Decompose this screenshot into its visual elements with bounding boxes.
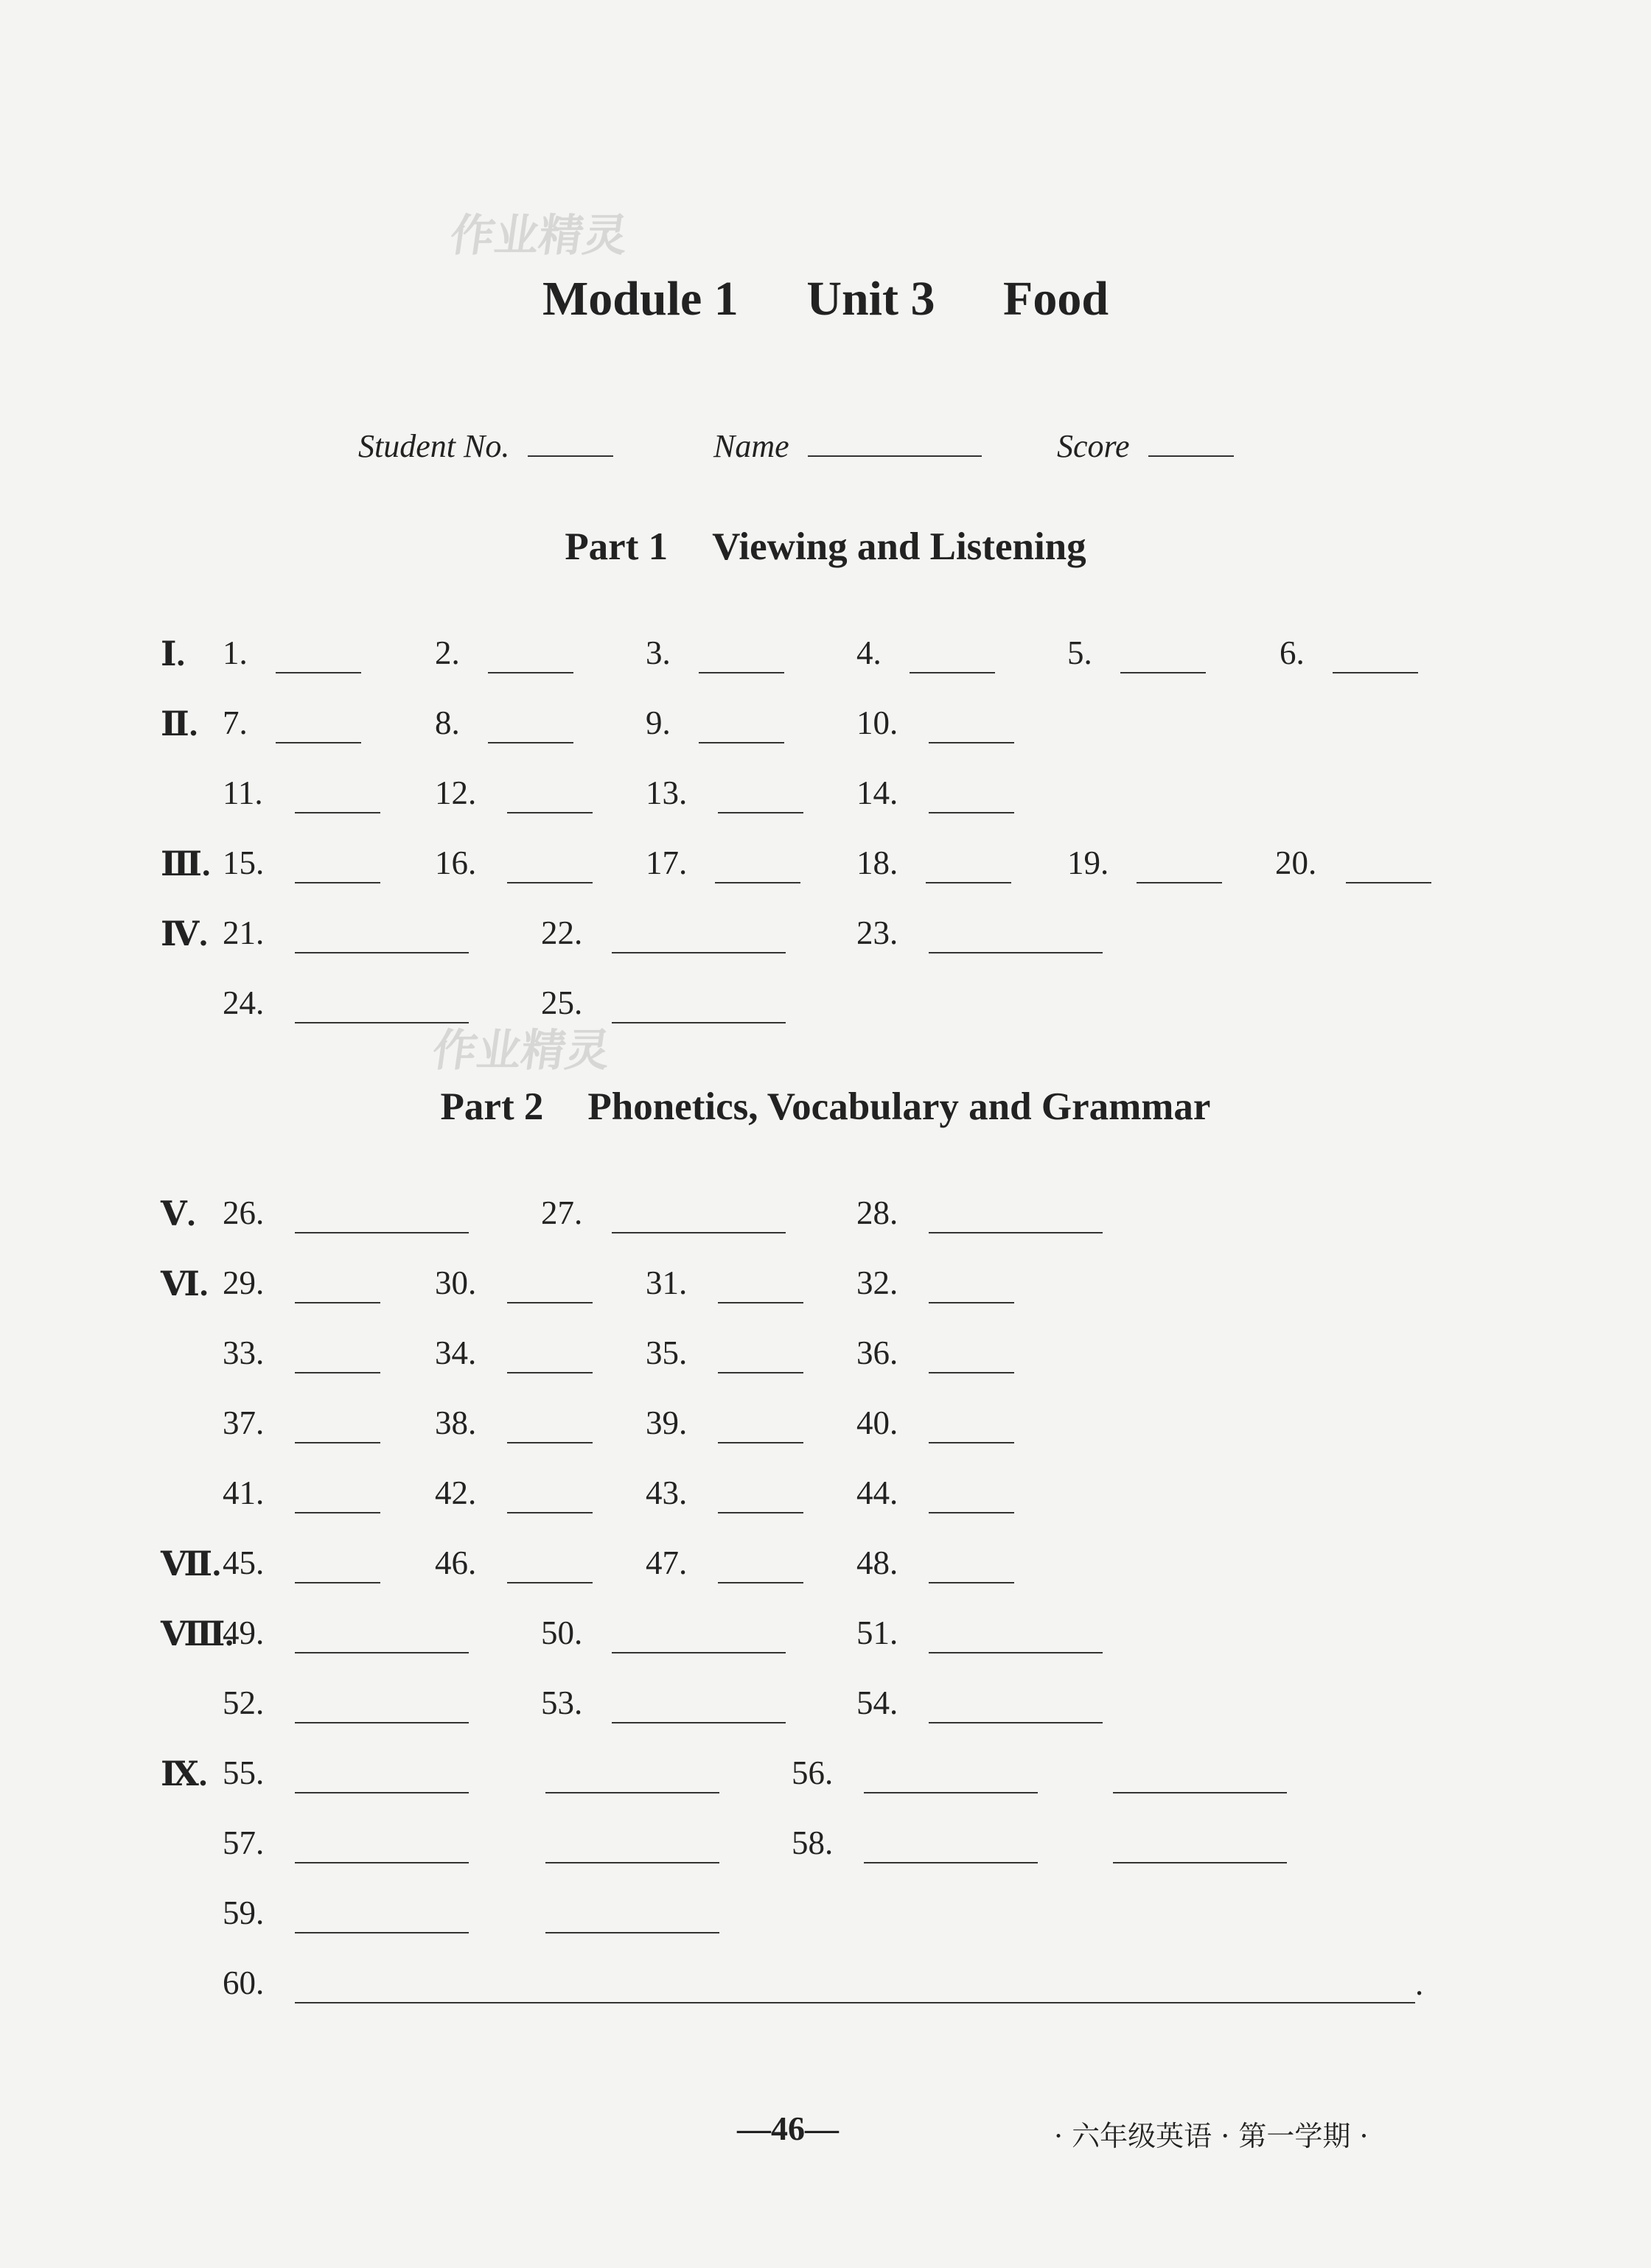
answer-blank[interactable] — [929, 1512, 1014, 1513]
question-number: 25. — [541, 984, 583, 1021]
answer-blank[interactable] — [929, 1722, 1103, 1723]
question-number: 5. — [1067, 634, 1092, 671]
answer-blank[interactable] — [1137, 882, 1222, 883]
answer-blank[interactable] — [612, 1652, 786, 1653]
watermark-top: 作业精灵 — [447, 210, 632, 262]
answer-blank[interactable] — [612, 1022, 786, 1023]
answer-blank[interactable] — [488, 672, 573, 673]
answer-blank-second[interactable] — [545, 1862, 719, 1863]
answer-blank[interactable] — [276, 672, 361, 673]
section-IX: Ⅸ. — [161, 1755, 208, 1793]
answer-blank[interactable] — [612, 952, 786, 953]
name-label: Name — [713, 428, 789, 464]
question-number: 34. — [435, 1334, 477, 1371]
answer-blank[interactable] — [718, 1582, 803, 1583]
section-I: Ⅰ. — [161, 635, 186, 673]
answer-blank[interactable] — [295, 1232, 469, 1233]
question-number: 32. — [856, 1264, 898, 1301]
question-number: 24. — [223, 984, 265, 1021]
answer-blank[interactable] — [864, 1792, 1038, 1793]
section-II: Ⅱ. — [161, 705, 198, 743]
answer-blank[interactable] — [295, 1442, 380, 1443]
question-number: 10. — [856, 704, 898, 741]
section-V: Ⅴ. — [161, 1195, 196, 1233]
name-field[interactable] — [808, 426, 982, 457]
question-number: 31. — [646, 1264, 688, 1301]
answer-blank[interactable] — [1346, 882, 1431, 883]
answer-blank[interactable] — [295, 1722, 469, 1723]
answer-blank[interactable] — [699, 742, 784, 743]
answer-blank-second[interactable] — [545, 1932, 719, 1933]
question-number: 8. — [435, 704, 460, 741]
question-number: 57. — [223, 1824, 265, 1861]
question-number: 21. — [223, 914, 265, 951]
answer-blank[interactable] — [295, 1862, 469, 1863]
question-number: 39. — [646, 1404, 688, 1441]
answer-blank[interactable] — [929, 1372, 1014, 1373]
question-number: 44. — [856, 1474, 898, 1511]
answer-blank-second[interactable] — [1113, 1792, 1287, 1793]
question-number: 37. — [223, 1404, 265, 1441]
student-no-label: Student No. — [358, 428, 510, 464]
question-number: 20. — [1275, 844, 1317, 881]
question-number: 40. — [856, 1404, 898, 1441]
question-number: 36. — [856, 1334, 898, 1371]
answer-blank[interactable] — [507, 1302, 593, 1303]
part2-heading — [0, 1085, 1651, 1129]
question-number: 50. — [541, 1614, 583, 1651]
question-number: 59. — [223, 1894, 265, 1931]
question-number: 7. — [223, 704, 248, 741]
question-number: 18. — [856, 844, 898, 881]
question-number: 14. — [856, 774, 898, 811]
title-module: Module 1 — [542, 272, 739, 326]
question-number: 46. — [435, 1544, 477, 1581]
question-number: 2. — [435, 634, 460, 671]
page-number: —46— — [737, 2110, 839, 2147]
answer-blank[interactable] — [276, 742, 361, 743]
question-number: 42. — [435, 1474, 477, 1511]
score-label: Score — [1057, 428, 1130, 464]
part2-label: Part 2 — [440, 1085, 544, 1128]
answer-blank[interactable] — [718, 1302, 803, 1303]
question-number: 60. — [223, 1964, 265, 2001]
question-number: 49. — [223, 1614, 265, 1651]
question-number: 13. — [646, 774, 688, 811]
question-number: 47. — [646, 1544, 688, 1581]
answer-blank[interactable] — [295, 1372, 380, 1373]
answer-blank[interactable] — [1120, 672, 1206, 673]
question-number: 15. — [223, 844, 265, 881]
answer-blank[interactable] — [718, 1442, 803, 1443]
answer-blank[interactable] — [295, 1512, 380, 1513]
answer-blank[interactable] — [612, 1722, 786, 1723]
answer-blank[interactable] — [295, 1932, 469, 1933]
score-field[interactable] — [1148, 426, 1234, 457]
question-number: 54. — [856, 1684, 898, 1721]
question-number: 38. — [435, 1404, 477, 1441]
student-info-row — [358, 426, 613, 465]
section-IV: Ⅳ. — [161, 915, 208, 953]
answer-blank[interactable] — [295, 1302, 380, 1303]
answer-blank[interactable] — [718, 1512, 803, 1513]
answer-blank[interactable] — [295, 2002, 1415, 2003]
student-no-field[interactable] — [528, 426, 613, 457]
question-number: 56. — [792, 1754, 834, 1791]
question-number: 16. — [435, 844, 477, 881]
question-number: 55. — [223, 1754, 265, 1791]
part1-heading — [0, 525, 1651, 569]
answer-blank[interactable] — [929, 1582, 1014, 1583]
question-number: 17. — [646, 844, 688, 881]
answer-blank[interactable] — [929, 1652, 1103, 1653]
question-number: 1. — [223, 634, 248, 671]
answer-blank[interactable] — [295, 952, 469, 953]
question-number: 9. — [646, 704, 671, 741]
question-number: 48. — [856, 1544, 898, 1581]
answer-blank[interactable] — [612, 1232, 786, 1233]
score-row — [1057, 426, 1234, 465]
answer-blank[interactable] — [910, 672, 995, 673]
answer-blank[interactable] — [488, 742, 573, 743]
question-number: 30. — [435, 1264, 477, 1301]
question-number: 33. — [223, 1334, 265, 1371]
answer-blank[interactable] — [699, 672, 784, 673]
question-number: 53. — [541, 1684, 583, 1721]
answer-blank[interactable] — [295, 812, 380, 813]
question-number: 22. — [541, 914, 583, 951]
answer-blank-second[interactable] — [545, 1792, 719, 1793]
question-number: 43. — [646, 1474, 688, 1511]
answer-blank[interactable] — [507, 1582, 593, 1583]
answer-blank[interactable] — [929, 952, 1103, 953]
question-number: 58. — [792, 1824, 834, 1861]
question-number: 19. — [1067, 844, 1109, 881]
question-number: 4. — [856, 634, 882, 671]
question-number: 27. — [541, 1194, 583, 1231]
part1-title: Viewing and Listening — [712, 525, 1086, 568]
question-number: 6. — [1280, 634, 1305, 671]
section-VIII: Ⅷ. — [161, 1615, 234, 1653]
title-unit: Unit 3 — [806, 272, 935, 326]
answer-blank[interactable] — [929, 812, 1014, 813]
q60-period: . — [1415, 1965, 1424, 2002]
name-row — [713, 426, 982, 465]
answer-blank[interactable] — [929, 1302, 1014, 1303]
answer-blank[interactable] — [1333, 672, 1418, 673]
book-title: · 六年级英语 · 第一学期 · — [1054, 2120, 1369, 2152]
answer-blank[interactable] — [926, 882, 1011, 883]
question-number: 41. — [223, 1474, 265, 1511]
answer-blank[interactable] — [718, 812, 803, 813]
part1-label: Part 1 — [565, 525, 669, 568]
answer-blank[interactable] — [715, 882, 800, 883]
question-number: 51. — [856, 1614, 898, 1651]
answer-blank[interactable] — [507, 1372, 593, 1373]
answer-blank[interactable] — [295, 1582, 380, 1583]
answer-blank[interactable] — [507, 882, 593, 883]
answer-blank[interactable] — [507, 1512, 593, 1513]
answer-blank[interactable] — [718, 1372, 803, 1373]
part2-title: Phonetics, Vocabulary and Grammar — [587, 1085, 1211, 1128]
question-number: 23. — [856, 914, 898, 951]
answer-blank[interactable] — [929, 1442, 1014, 1443]
answer-blank[interactable] — [295, 1022, 469, 1023]
section-III: Ⅲ. — [161, 845, 211, 883]
answer-blank[interactable] — [929, 742, 1014, 743]
answer-blank[interactable] — [295, 882, 380, 883]
question-number: 3. — [646, 634, 671, 671]
section-VII: Ⅶ. — [161, 1545, 221, 1583]
answer-blank[interactable] — [295, 1652, 469, 1653]
page-title — [0, 271, 1651, 327]
answer-blank[interactable] — [507, 812, 593, 813]
question-number: 35. — [646, 1334, 688, 1371]
answer-blank[interactable] — [864, 1862, 1038, 1863]
answer-blank[interactable] — [507, 1442, 593, 1443]
question-number: 11. — [223, 774, 263, 811]
answer-blank[interactable] — [295, 1792, 469, 1793]
question-number: 12. — [435, 774, 477, 811]
question-number: 28. — [856, 1194, 898, 1231]
section-VI: Ⅵ. — [161, 1265, 209, 1303]
question-number: 45. — [223, 1544, 265, 1581]
question-number: 26. — [223, 1194, 265, 1231]
watermark-middle: 作业精灵 — [429, 1025, 614, 1077]
answer-blank[interactable] — [929, 1232, 1103, 1233]
question-number: 52. — [223, 1684, 265, 1721]
answer-blank-second[interactable] — [1113, 1862, 1287, 1863]
question-number: 29. — [223, 1264, 265, 1301]
title-topic: Food — [1003, 272, 1109, 326]
